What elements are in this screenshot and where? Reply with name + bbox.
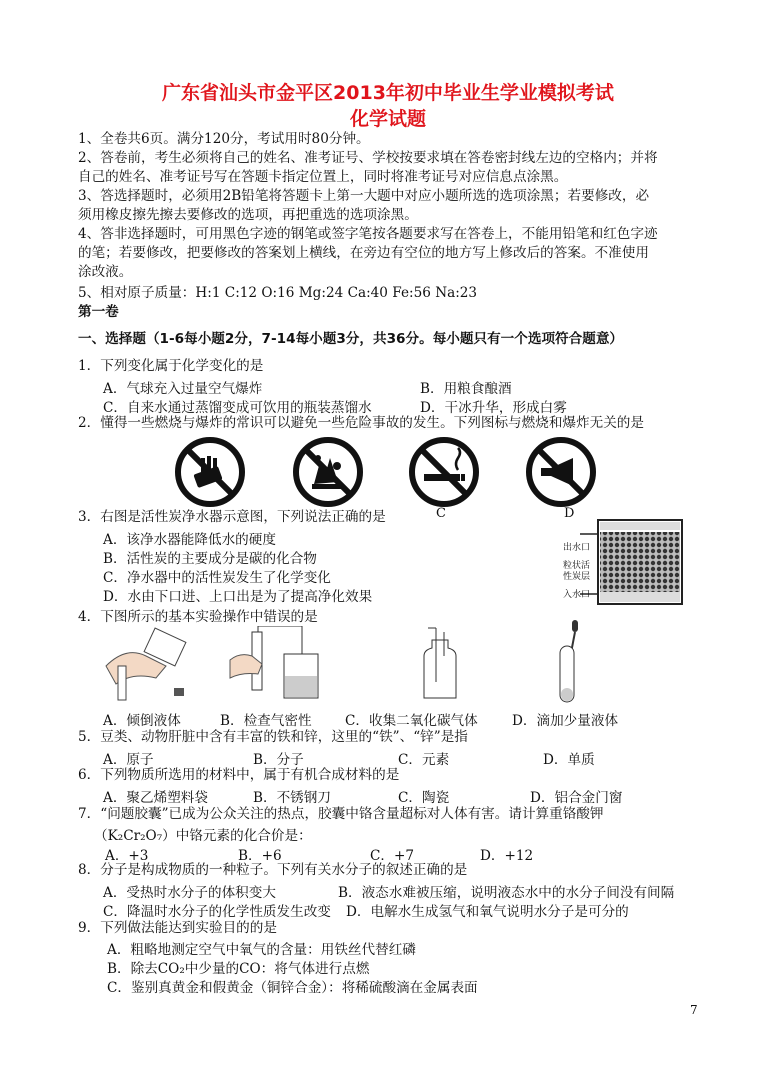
fig-label-granule: 粒状活: [563, 561, 591, 571]
option-a: A．聚乙烯塑料袋: [103, 790, 208, 806]
option-d: D．+12: [480, 848, 534, 864]
no-honking-sign-icon: [525, 436, 597, 508]
option-a: A．倾倒液体: [103, 713, 181, 729]
question-stem: 6．下列物质所选用的材料中，属于有机合成材料的是: [78, 767, 400, 783]
question-stem-continued: （K₂Cr₂O₇）中铬元素的化合价是：: [94, 828, 312, 844]
instruction-line: 4、答非选择题时，可用黑色字迹的钢笔或签字笔按各题要求写在答卷上，不能用铅笔和红色字迹: [78, 226, 658, 242]
option-b: B．不锈钢刀: [253, 790, 331, 806]
option-c: C．降温时水分子的化学性质发生改变: [103, 904, 331, 920]
option-a: A．气球充入过量空气爆炸: [103, 381, 263, 397]
option-c: C．+7: [370, 848, 415, 864]
fig-label-outlet: 出水口: [563, 543, 591, 553]
volume-heading: 第一卷: [78, 304, 119, 320]
exam-subtitle: 化学试题: [349, 108, 426, 130]
instruction-line: 1、全卷共6页。满分120分，考试用时80分钟。: [78, 131, 370, 147]
option-c: C．元素: [398, 752, 450, 768]
option-c: C．净水器中的活性炭发生了化学变化: [103, 570, 331, 586]
option-d: D．干冰升华，形成白雾: [420, 400, 567, 416]
section-heading: 一、选择题（1-6每小题2分，7-14每小题3分，共36分。每小题只有一个选项符合题意）: [78, 331, 624, 347]
option-a: A．受热时水分子的体积变大: [103, 885, 276, 901]
page-number: 7: [690, 1003, 698, 1017]
option-b: B．除去CO₂中少量的CO：将气体进行点燃: [107, 961, 370, 977]
option-a: A．该净水器能降低水的硬度: [103, 532, 276, 548]
question-stem: 7．“问题胶囊”已成为公众关注的热点，胶囊中铬含量超标对人体有害。请计算重铬酸钾: [78, 806, 604, 822]
instruction-line: 2、答卷前，考生必须将自己的姓名、准考证号、学校按要求填在答卷密封线左边的空格内；并将: [78, 150, 658, 166]
airtightness-check-illustration: [222, 626, 322, 706]
question-stem: 1．下列变化属于化学变化的是: [78, 358, 264, 374]
no-flammables-sign-icon: [292, 436, 364, 508]
overlay-label-d: D: [564, 506, 575, 521]
option-a: A．原子: [103, 752, 154, 768]
question-stem: 3．右图是活性炭净水器示意图，下列说法正确的是: [78, 509, 386, 525]
option-b: B．液态水难被压缩，说明液态水中的水分子间没有间隔: [338, 885, 675, 901]
pouring-liquid-illustration: [96, 626, 196, 706]
question-stem: 9．下列做法能达到实验目的的是: [78, 920, 277, 936]
instruction-line: 的笔；若要修改，把要修改的答案划上横线，在旁边有空位的地方写上修改后的答案。不准使用: [78, 245, 649, 261]
instruction-line: 须用橡皮擦先擦去要修改的选项，再把重选的选项涂黑。: [78, 207, 418, 223]
option-b: B．+6: [238, 848, 282, 864]
option-d: D．电解水生成氢气和氧气说明水分子是可分的: [346, 904, 629, 920]
option-b: B．活性炭的主要成分是碳的化合物: [103, 551, 317, 567]
option-d: D．铝合金门窗: [530, 790, 623, 806]
dropping-liquid-illustration: [550, 618, 590, 704]
co2-collection-illustration: [410, 626, 470, 706]
instruction-line: 5、相对原子质量：H:1 C:12 O:16 Mg:24 Ca:40 Fe:56 Na:23: [78, 285, 478, 301]
question-stem: 4．下图所示的基本实验操作中错误的是: [78, 609, 318, 625]
overlay-label-c: C: [436, 506, 446, 521]
option-c: C．自来水通过蒸馏变成可饮用的瓶装蒸馏水: [103, 400, 372, 416]
instruction-line: 自己的姓名、准考证号写在答题卡指定位置上，同时将准考证号对应信息点涂黑。: [78, 169, 568, 185]
option-c: C．鉴别真黄金和假黄金（铜锌合金）：将稀硫酸滴在金属表面: [107, 980, 478, 996]
option-d: D．滴加少量液体: [512, 713, 619, 729]
option-a: A．+3: [105, 848, 149, 864]
no-smoking-sign-icon: [408, 436, 480, 508]
instruction-line: 涂改液。: [78, 264, 133, 280]
question-stem: 8．分子是构成物质的一种粒子。下列有关水分子的叙述正确的是: [78, 862, 468, 878]
fig-label-inlet: 入水口: [563, 590, 591, 600]
option-a: A．粗略地测定空气中氧气的含量：用铁丝代替红磷: [107, 942, 416, 958]
question-stem: 5．豆类、动物肝脏中含有丰富的铁和锌，这里的“铁”、“锌”是指: [78, 729, 468, 745]
option-d: D．单质: [543, 752, 595, 768]
option-d: D．水由下口进、上口出是为了提高净化效果: [103, 589, 373, 605]
fig-label-layer: 性炭层: [563, 572, 591, 582]
no-fireworks-sign-icon: [174, 436, 246, 508]
option-c: C．陶瓷: [398, 790, 450, 806]
question-stem: 2．懂得一些燃烧与爆炸的常识可以避免一些危险事故的发生。下列图标与燃烧和爆炸无关的是: [78, 415, 644, 431]
exam-title: 广东省汕头市金平区2013年初中毕业生学业模拟考试: [162, 82, 614, 104]
option-c: C．收集二氧化碳气体: [345, 713, 478, 729]
option-b: B．用粮食酿酒: [420, 381, 512, 397]
option-b: B．分子: [253, 752, 304, 768]
option-b: B．检查气密性: [220, 713, 312, 729]
instruction-line: 3、答选择题时，必须用2B铅笔将答题卡上第一大题中对应小题所选的选项涂黑；若要修改，必: [78, 188, 650, 204]
